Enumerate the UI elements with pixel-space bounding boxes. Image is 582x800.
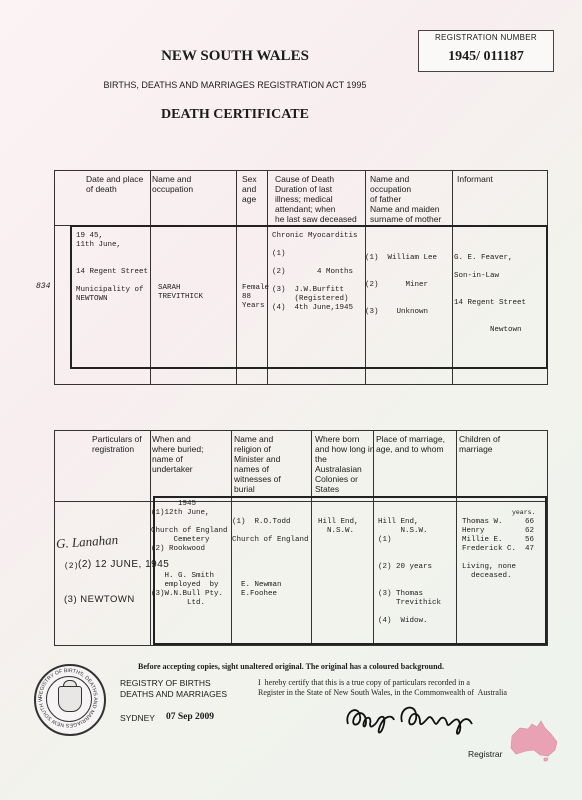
header-burial: When and where buried; name of undertaker	[152, 434, 204, 474]
registration-number-label: REGISTRATION NUMBER	[434, 33, 537, 42]
entry-marriage: Hill End, N.S.W. (1) (2) 20 years (3) Thomas Trevithick (4) Widow.	[378, 518, 442, 625]
original-notice: Before accepting copies, sight unaltered original. The original has a coloured background.	[138, 662, 444, 671]
children-unit: years.	[512, 509, 536, 516]
header-informant: Informant	[457, 174, 493, 184]
registry-place: SYDNEY	[120, 713, 155, 723]
state-title: NEW SOUTH WALES	[161, 48, 309, 64]
registration-place: (3) NEWTOWN	[64, 594, 135, 605]
entry-name-occupation: SARAH TREVITHICK	[158, 284, 204, 301]
header-marriage: Place of marriage, age, and to whom	[376, 434, 445, 454]
registry-line-1: REGISTRY OF BIRTHS	[120, 678, 211, 688]
header-children: Children of marriage	[459, 434, 501, 454]
registrar-signature: G. Lanahan	[55, 531, 119, 552]
header-father-mother: Name and occupation of father Name and maiden surname of mother	[370, 174, 442, 224]
header-minister: Name and religion of Minister and names of witnesses of burial	[234, 434, 281, 494]
entry-where-born: Hill End, N.S.W.	[318, 518, 359, 535]
seal-text: REGISTRY OF BIRTHS, DEATHS AND MARRIAGES NEW SOUTH W	[37, 667, 99, 729]
entry-father-mother: (1) William Lee (2) Miner (3) Unknown	[365, 254, 438, 316]
header-registration: Particulars of registration	[92, 434, 142, 454]
registration-date: (2) 12 JUNE, 1945	[78, 559, 170, 570]
entry-number: 834	[36, 282, 51, 291]
registrar-label: Registrar	[468, 749, 503, 759]
registry-date: 07 Sep 2009	[166, 712, 215, 722]
entry-date-place: 19 45, 11th June, 14 Regent Street Municipality of NEWTOWN	[76, 232, 149, 303]
header-date-place: Date and place of death	[86, 174, 144, 194]
entry-minister: (1) R.O.Todd Church of England E. Newman E.Foohee	[232, 518, 309, 598]
header-where-born: Where born and how long in the Australasian Colonies or States	[315, 434, 375, 494]
entry-cause-of-death: Chronic Myocarditis (1) (2) 4 Months (3) J.W.Burfitt (Registered) (4) 4th June,1945	[272, 232, 358, 312]
certificate-title: DEATH CERTIFICATE	[161, 107, 309, 122]
header-cause-of-death: Cause of Death Duration of last illness; medical attendant; when he last saw deceased	[275, 174, 357, 224]
entry-burial: 1945 (1)12th June, Church of England Cemetery (2) Rookwood H. G. Smith employed by (3)W.N.Bull Pty. Ltd.	[151, 500, 228, 607]
registration-date-prefix: (2)	[64, 562, 79, 571]
act-title: BIRTHS, DEATHS AND MARRIAGES REGISTRATION ACT 1995	[103, 80, 367, 90]
registry-line-2: DEATHS AND MARRIAGES	[120, 689, 228, 699]
header-name-occupation: Name and occupation	[152, 174, 194, 194]
entry-children: Thomas W. 66 Henry 62 Millie E. 56 Frederick C. 47 Living, none deceased.	[462, 518, 535, 580]
entry-sex-age: Female 88 Years	[242, 284, 270, 310]
australia-map-icon	[506, 718, 562, 762]
registrar-signature-icon	[340, 694, 500, 740]
header-sex-age: Sex and age	[242, 174, 257, 204]
registration-number: 1945/ 011187	[448, 49, 524, 64]
certification-text: I hereby certify that this is a true copy of particulars recorded in a Register in the State of New South Wales, in the Commonwealth of Australia	[258, 678, 507, 697]
crest-icon	[58, 686, 82, 712]
entry-informant: G. E. Feaver, Son-in-Law 14 Regent Street Newtown	[454, 254, 527, 334]
registry-seal	[34, 664, 106, 736]
